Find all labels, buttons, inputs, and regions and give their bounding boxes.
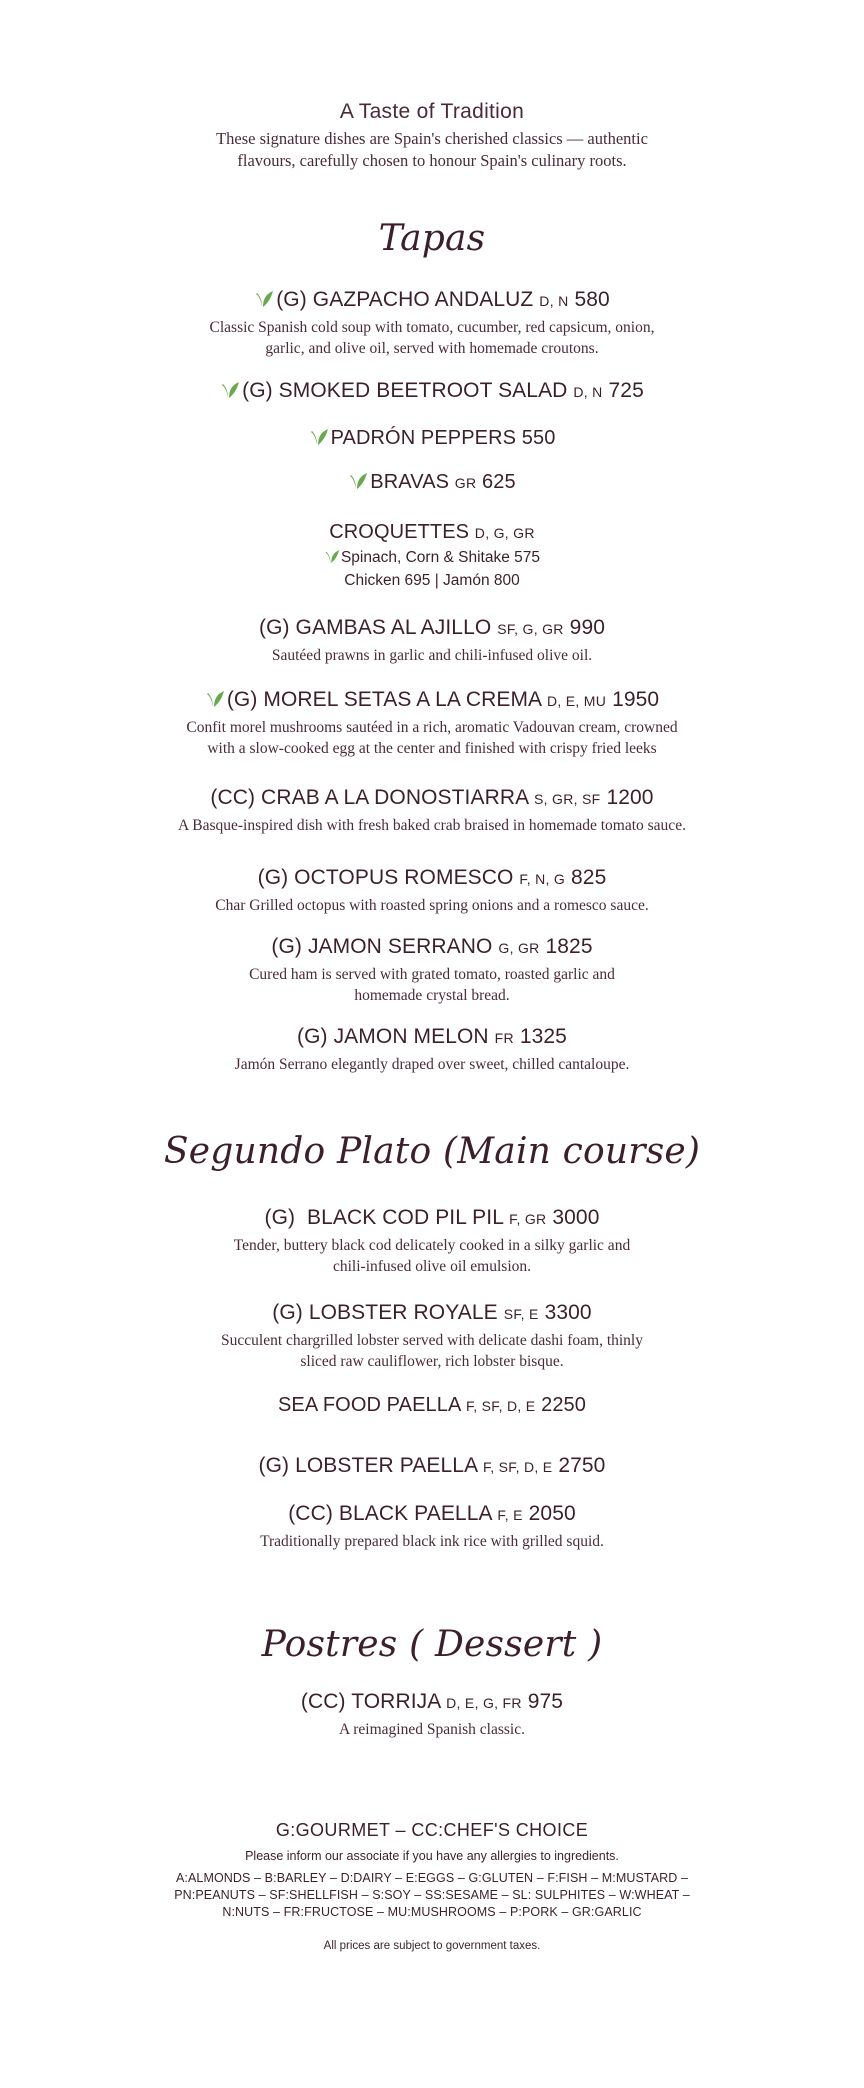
allergen-codes: D, N <box>573 384 603 400</box>
dish-price: 625 <box>482 471 516 493</box>
section-title-tapas: Tapas <box>378 218 486 259</box>
allergen-codes: F, E <box>497 1507 523 1523</box>
dish-name: (G) BLACK COD PIL PIL <box>264 1206 504 1229</box>
allergen-codes: GR <box>454 475 477 491</box>
allergen-key-line: PN:PEANUTS – SF:SHELLFISH – S:SOY – SS:SESAME – SL: SULPHITES – W:WHEAT – <box>174 1888 690 1902</box>
dish-name: CROQUETTES <box>329 521 470 543</box>
dish-description: Jamón Serrano elegantly draped over sweet, chilled cantaloupe. <box>234 1056 630 1073</box>
legend-title: G:GOURMET – CC:CHEF'S CHOICE <box>275 1820 589 1840</box>
dish-price: 1200 <box>606 786 654 809</box>
allergen-codes: D, E, MU <box>546 693 607 709</box>
dish-name: (G) SMOKED BEETROOT SALAD <box>242 379 568 402</box>
dish-torrija <box>0 1690 864 1740</box>
dish-description: Char Grilled octopus with roasted spring onions and a romesco sauce. <box>215 897 649 914</box>
dish-bravas <box>0 471 864 494</box>
tax-note: All prices are subject to government taxes. <box>323 1940 541 1952</box>
leaf-icon <box>254 290 274 308</box>
dish-name: (CC) TORRIJA <box>300 1690 441 1713</box>
allergen-codes: SF, E <box>503 1306 539 1322</box>
allergen-key-line: N:NUTS – FR:FRUCTOSE – MU:MUSHROOMS – P:PORK – GR:GARLIC <box>222 1905 642 1919</box>
croquettes-other-options: Chicken 695 | Jamón 800 <box>344 572 520 589</box>
dish-price: 825 <box>571 866 607 889</box>
dish-crab <box>0 786 864 836</box>
dish-lobster-paella <box>0 1454 864 1478</box>
dish-description: Classic Spanish cold soup with tomato, cucumber, red capsicum, onion, garlic, and olive oil, served with homemade croutons. <box>209 319 655 357</box>
dish-price: 1950 <box>612 688 660 711</box>
dish-price: 725 <box>608 379 644 402</box>
allergen-codes: D, N <box>539 293 569 309</box>
dish-serrano <box>0 935 864 1006</box>
dish-price: 990 <box>569 616 606 639</box>
dish-description: Confit morel mushrooms sautéed in a rich, aromatic Vadouvan cream, crowned with a slow-cooked egg at the center and finished with crispy fried leeks <box>186 719 678 757</box>
dish-black-paella <box>0 1502 864 1552</box>
allergen-codes: G, GR <box>498 940 540 956</box>
allergen-key-line: A:ALMONDS – B:BARLEY – D:DAIRY – E:EGGS – G:GLUTEN – F:FISH – M:MUSTARD – <box>175 1871 689 1885</box>
dish-cod <box>0 1206 864 1277</box>
allergen-codes: S, GR, SF <box>534 791 601 807</box>
section-title-dessert: Postres ( Dessert ) <box>261 1624 603 1665</box>
dish-description: A reimagined Spanish classic. <box>339 1721 525 1738</box>
dish-seafood-paella <box>0 1394 864 1417</box>
intro-line: These signature dishes are Spain's cherished classics — authentic <box>216 129 648 148</box>
dish-price: 1825 <box>545 935 593 958</box>
dish-price: 3000 <box>552 1206 600 1229</box>
dish-beetroot <box>0 379 864 403</box>
dish-name: (G) LOBSTER PAELLA <box>258 1454 478 1477</box>
dish-price: 1325 <box>519 1025 567 1048</box>
dish-name: (G) JAMON SERRANO <box>271 935 493 958</box>
dish-name: (G) JAMON MELON <box>297 1025 489 1048</box>
allergy-note: Please inform our associate if you have any allergies to ingredients. <box>245 1849 619 1863</box>
croquettes-veg-option: Spinach, Corn & Shitake 575 <box>0 546 864 569</box>
section-title-main: Segundo Plato (Main course) <box>163 1131 701 1172</box>
dish-price: 580 <box>574 288 610 311</box>
dish-gazpacho <box>0 288 864 359</box>
dish-melon <box>0 1025 864 1075</box>
intro-line: flavours, carefully chosen to honour Spain's culinary roots. <box>237 151 627 170</box>
dish-description: Cured ham is served with grated tomato, roasted garlic and homemade crystal bread. <box>249 966 615 1004</box>
allergen-codes: D, G, GR <box>474 525 535 541</box>
dish-price: 2050 <box>528 1502 576 1525</box>
leaf-icon <box>309 428 329 446</box>
allergen-key <box>0 1870 864 1921</box>
dish-description: A Basque-inspired dish with fresh baked crab braised in homemade tomato sauce. <box>178 817 686 834</box>
dish-name: (G) MOREL SETAS A LA CREMA <box>226 688 541 711</box>
dish-name: (CC) BLACK PAELLA <box>288 1502 492 1525</box>
dish-croquettes <box>0 521 864 592</box>
dish-description: Sautéed prawns in garlic and chili-infused olive oil. <box>271 647 593 664</box>
allergen-codes: F, SF, D, E <box>465 1398 536 1414</box>
dish-price: 975 <box>527 1690 564 1713</box>
leaf-icon <box>220 381 240 399</box>
dish-lobster-royale <box>0 1301 864 1372</box>
dish-gambas <box>0 616 864 666</box>
dish-name: PADRÓN PEPPERS <box>330 427 517 449</box>
dish-description: Tender, buttery black cod delicately cooked in a silky garlic and chili-infused olive oil emulsion. <box>233 1237 631 1275</box>
dish-name: (G) LOBSTER ROYALE <box>272 1301 498 1324</box>
intro-title: A Taste of Tradition <box>339 100 525 123</box>
dish-name: BRAVAS <box>370 471 450 493</box>
dish-morel <box>0 688 864 759</box>
leaf-icon <box>324 549 340 564</box>
dish-price: 3300 <box>544 1301 592 1324</box>
dish-name: SEA FOOD PAELLA <box>277 1394 461 1416</box>
dish-price: 550 <box>521 427 556 449</box>
dish-octopus <box>0 866 864 916</box>
allergen-codes: F, N, G <box>519 871 566 887</box>
dish-name: (G) GAZPACHO ANDALUZ <box>276 288 534 311</box>
dish-description: Traditionally prepared black ink rice with grilled squid. <box>260 1533 604 1550</box>
dish-price: 2750 <box>558 1454 606 1477</box>
leaf-icon <box>205 690 225 708</box>
allergen-codes: D, E, G, FR <box>446 1695 522 1711</box>
intro-text <box>0 128 864 172</box>
dish-description: Succulent chargrilled lobster served with delicate dashi foam, thinly sliced raw cauliflower, rich lobster bisque. <box>221 1332 643 1370</box>
allergen-codes: F, SF, D, E <box>482 1459 553 1475</box>
dish-name: (G) OCTOPUS ROMESCO <box>257 866 514 889</box>
dish-name: (CC) CRAB A LA DONOSTIARRA <box>210 786 529 809</box>
dish-padron <box>0 427 864 450</box>
dish-name: (G) GAMBAS AL AJILLO <box>258 616 492 639</box>
allergen-codes: F, GR <box>509 1211 547 1227</box>
allergen-codes: FR <box>494 1030 514 1046</box>
allergen-codes: SF, G, GR <box>497 621 564 637</box>
dish-price: 2250 <box>541 1394 586 1416</box>
leaf-icon <box>348 472 368 490</box>
